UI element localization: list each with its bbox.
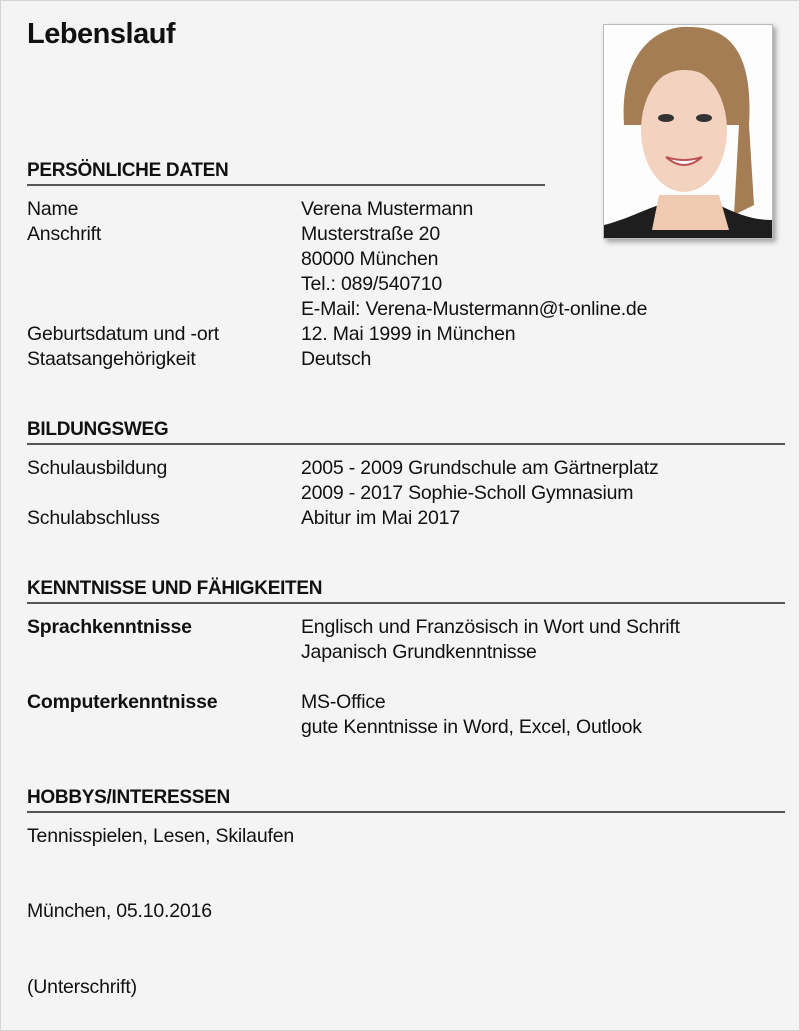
birth-value: 12. Mai 1999 in München [301, 323, 516, 345]
birth-label: Geburtsdatum und -ort [27, 323, 219, 345]
section-heading-personal: PERSÖNLICHE DATEN [27, 160, 229, 181]
section-heading-hobbies: HOBBYS/INTERESSEN [27, 787, 230, 808]
hobbies-value: Tennisspielen, Lesen, Skilaufen [27, 825, 294, 847]
language-line-1: Englisch und Französisch in Wort und Schrift [301, 616, 680, 638]
degree-label: Schulabschluss [27, 507, 160, 529]
address-street: Musterstraße 20 [301, 223, 440, 245]
name-value: Verena Mustermann [301, 198, 474, 220]
computer-label: Computerkenntnisse [27, 691, 218, 713]
school-line-1: 2005 - 2009 Grundschule am Gärtnerplatz [301, 457, 659, 479]
section-divider [27, 602, 785, 604]
section-divider [27, 443, 785, 445]
address-label: Anschrift [27, 223, 102, 245]
signature-placeholder: (Unterschrift) [27, 976, 137, 998]
address-email: E-Mail: Verena-Mustermann@t-online.de [301, 298, 648, 320]
name-label: Name [27, 198, 79, 220]
degree-value: Abitur im Mai 2017 [301, 507, 460, 529]
section-divider [27, 184, 545, 186]
address-phone: Tel.: 089/540710 [301, 273, 443, 295]
language-line-2: Japanisch Grundkenntnisse [301, 641, 537, 663]
computer-line-2: gute Kenntnisse in Word, Excel, Outlook [301, 716, 642, 738]
portrait-photo [603, 24, 773, 239]
section-divider [27, 811, 785, 813]
section-heading-education: BILDUNGSWEG [27, 419, 169, 440]
school-line-2: 2009 - 2017 Sophie-Scholl Gymnasium [301, 482, 634, 504]
nationality-label: Staatsangehörigkeit [27, 348, 196, 370]
language-label: Sprachkenntnisse [27, 616, 192, 638]
school-label: Schulausbildung [27, 457, 168, 479]
page-title: Lebenslauf [27, 18, 176, 50]
address-city: 80000 München [301, 248, 439, 270]
computer-line-1: MS-Office [301, 691, 386, 713]
section-heading-skills: KENNTNISSE UND FÄHIGKEITEN [27, 578, 323, 599]
nationality-value: Deutsch [301, 348, 372, 370]
place-date: München, 05.10.2016 [27, 900, 212, 922]
